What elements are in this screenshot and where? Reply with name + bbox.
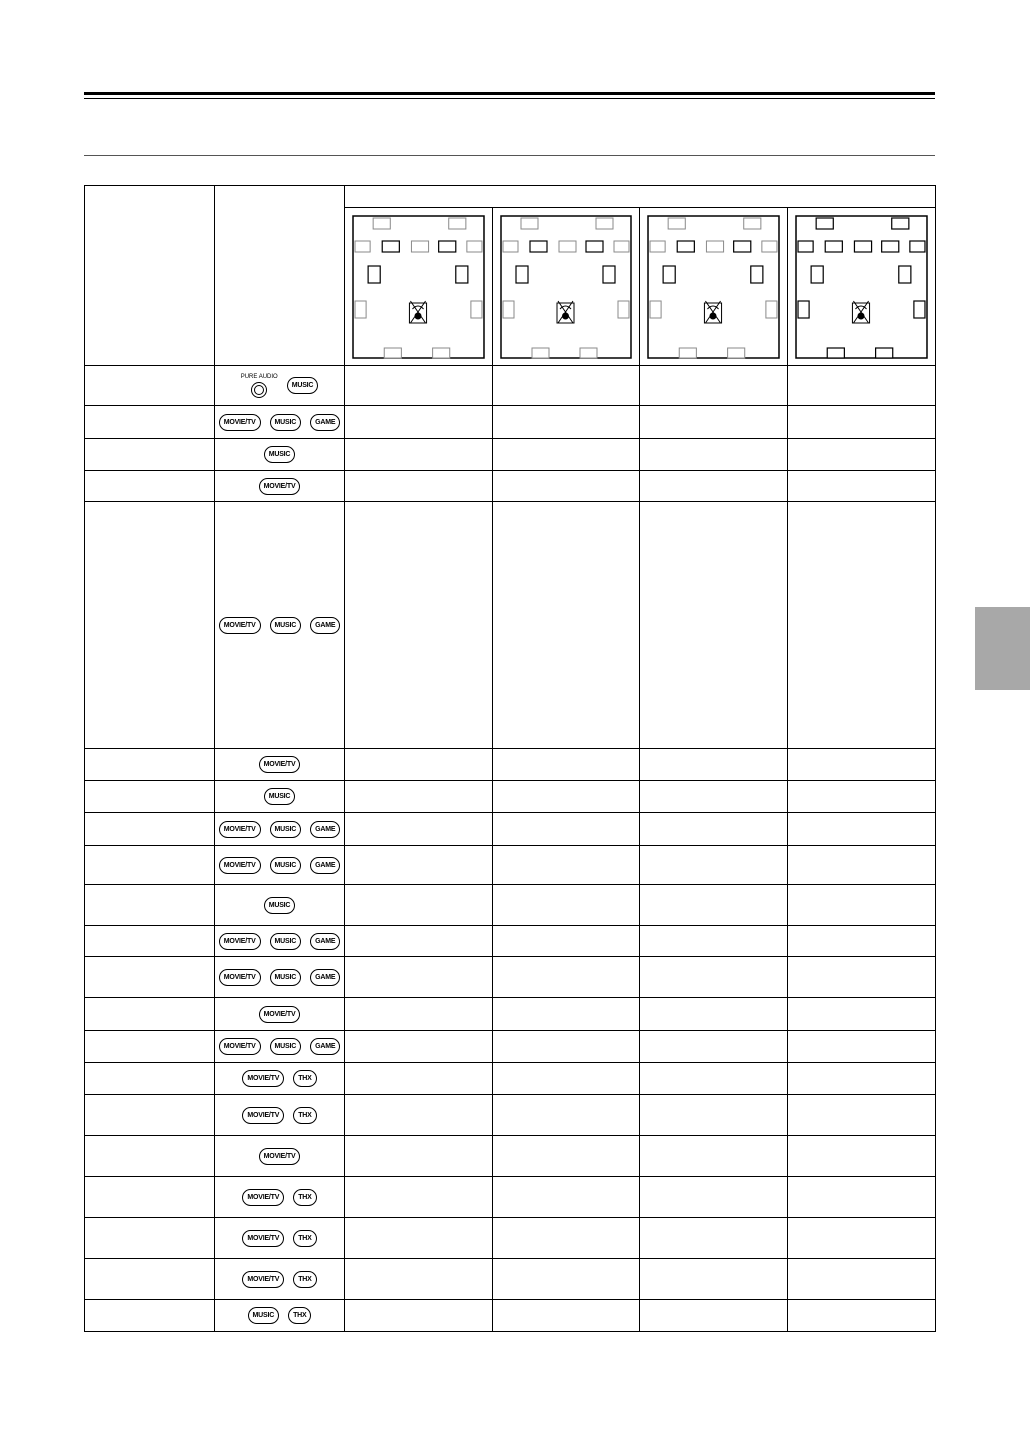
- mode-name-cell: [85, 813, 215, 846]
- speaker-config-cell: [493, 1136, 640, 1177]
- button-group: [215, 414, 344, 431]
- table-row: [85, 471, 936, 502]
- button-group: [215, 788, 344, 805]
- button-group: [215, 933, 344, 950]
- pure-audio-button[interactable]: [241, 374, 278, 398]
- thx-button[interactable]: THX: [293, 1271, 316, 1288]
- mode-name-cell: [85, 366, 215, 406]
- movie-tv-button[interactable]: MOVIE/TV: [242, 1070, 284, 1087]
- speaker-config-cell: [788, 1218, 936, 1259]
- speaker-config-cell: [788, 471, 936, 502]
- front-high-left-speaker: [373, 218, 390, 229]
- surround-right-speaker: [766, 301, 777, 318]
- speaker-layout-diagram: [795, 215, 928, 359]
- listening-mode-table: [84, 185, 936, 1332]
- button-group: [215, 1070, 344, 1087]
- surround-left-speaker: [355, 301, 366, 318]
- speaker-config-cell: [640, 406, 788, 439]
- button-group: [215, 1148, 344, 1165]
- button-group: [215, 374, 344, 398]
- button-group: [215, 756, 344, 773]
- speaker-config-cell: [493, 781, 640, 813]
- movie-tv-button[interactable]: MOVIE/TV: [242, 1189, 284, 1206]
- front-right-speaker: [734, 241, 751, 252]
- front-wide-right-speaker: [762, 241, 777, 252]
- table-row: [85, 439, 936, 471]
- music-button[interactable]: MUSIC: [270, 414, 302, 431]
- button-group: [215, 1107, 344, 1124]
- music-button[interactable]: MUSIC: [264, 788, 296, 805]
- header-cell-mode: [85, 186, 215, 366]
- button-group: [215, 478, 344, 495]
- table-row: [85, 781, 936, 813]
- speaker-config-cell: [640, 1300, 788, 1332]
- center-speaker: [559, 241, 576, 252]
- speaker-diagram-cell: [788, 208, 936, 366]
- mode-buttons-cell: [215, 749, 345, 781]
- speaker-config-cell: [640, 781, 788, 813]
- mode-buttons-cell: [215, 846, 345, 885]
- mode-name-cell: [85, 926, 215, 957]
- speaker-config-cell: [640, 439, 788, 471]
- button-group: [215, 821, 344, 838]
- front-right-speaker: [882, 241, 899, 252]
- mode-name-cell: [85, 406, 215, 439]
- mode-buttons-cell: [215, 366, 345, 406]
- front-wide-right-speaker: [910, 241, 925, 252]
- music-button[interactable]: MUSIC: [270, 857, 302, 874]
- table-row: [85, 406, 936, 439]
- music-button[interactable]: MUSIC: [264, 446, 296, 463]
- pure-audio-label: PURE AUDIO: [240, 373, 278, 380]
- movie-tv-button[interactable]: MOVIE/TV: [219, 933, 261, 950]
- button-group: [215, 1038, 344, 1055]
- game-button[interactable]: GAME: [310, 969, 340, 986]
- speaker-config-cell: [640, 926, 788, 957]
- movie-tv-button[interactable]: MOVIE/TV: [219, 969, 261, 986]
- header-cell-speaker-layout: [345, 186, 936, 208]
- table-row: [85, 1218, 936, 1259]
- surround-back-left-speaker: [532, 348, 549, 358]
- table-row: [85, 1300, 936, 1332]
- thx-button[interactable]: THX: [293, 1230, 316, 1247]
- front-wide-left-speaker: [650, 241, 665, 252]
- speaker-config-cell: [345, 998, 493, 1031]
- speaker-config-cell: [640, 957, 788, 998]
- surround-left-speaker: [650, 301, 661, 318]
- movie-tv-button[interactable]: MOVIE/TV: [219, 414, 261, 431]
- thx-button[interactable]: THX: [288, 1307, 311, 1324]
- table-row: [85, 366, 936, 406]
- front-left-speaker: [530, 241, 547, 252]
- speaker-config-cell: [640, 1136, 788, 1177]
- mode-buttons-cell: [215, 813, 345, 846]
- front-left-speaker: [825, 241, 842, 252]
- mode-buttons-cell: [215, 1031, 345, 1063]
- front-high-left-speaker: [521, 218, 538, 229]
- pure-audio-knob-icon: [251, 382, 267, 398]
- speaker-config-cell: [788, 885, 936, 926]
- speaker-config-cell: [345, 1031, 493, 1063]
- mode-buttons-cell: [215, 1218, 345, 1259]
- subwoofer-left-speaker: [811, 266, 823, 283]
- movie-tv-button[interactable]: MOVIE/TV: [219, 1038, 261, 1055]
- speaker-config-cell: [345, 1095, 493, 1136]
- speaker-config-cell: [493, 1300, 640, 1332]
- subwoofer-left-speaker: [663, 266, 675, 283]
- header-rule-thin: [84, 98, 935, 99]
- mode-buttons-cell: [215, 1177, 345, 1218]
- mode-name-cell: [85, 1136, 215, 1177]
- speaker-config-cell: [493, 502, 640, 749]
- mode-buttons-cell: [215, 471, 345, 502]
- surround-left-speaker: [503, 301, 514, 318]
- mode-name-cell: [85, 998, 215, 1031]
- speaker-config-cell: [788, 781, 936, 813]
- speaker-config-cell: [640, 749, 788, 781]
- surround-back-right-speaker: [433, 348, 450, 358]
- mode-name-cell: [85, 1063, 215, 1095]
- subwoofer-right-speaker: [603, 266, 615, 283]
- table-row: [85, 885, 936, 926]
- table-row: [85, 1095, 936, 1136]
- center-speaker: [854, 241, 871, 252]
- mode-name-cell: [85, 846, 215, 885]
- mode-name-cell: [85, 1259, 215, 1300]
- speaker-config-cell: [345, 1300, 493, 1332]
- speaker-diagram-cell: [640, 208, 788, 366]
- speaker-config-cell: [345, 885, 493, 926]
- table-row: [85, 957, 936, 998]
- speaker-config-cell: [493, 749, 640, 781]
- listener-icon: [557, 301, 574, 323]
- speaker-config-cell: [493, 957, 640, 998]
- front-right-speaker: [586, 241, 603, 252]
- speaker-config-cell: [640, 885, 788, 926]
- movie-tv-button[interactable]: MOVIE/TV: [259, 756, 301, 773]
- music-button[interactable]: MUSIC: [264, 897, 296, 914]
- room-outline: [501, 216, 631, 358]
- table-row: [85, 749, 936, 781]
- speaker-config-cell: [788, 813, 936, 846]
- button-group: [215, 1189, 344, 1206]
- room-outline: [796, 216, 927, 358]
- music-button[interactable]: MUSIC: [270, 821, 302, 838]
- speaker-config-cell: [493, 846, 640, 885]
- speaker-layout-diagram: [647, 215, 780, 359]
- game-button[interactable]: GAME: [310, 414, 340, 431]
- button-group: [215, 897, 344, 914]
- front-high-right-speaker: [892, 218, 909, 229]
- speaker-config-cell: [345, 406, 493, 439]
- subwoofer-left-speaker: [368, 266, 380, 283]
- room-outline: [353, 216, 484, 358]
- speaker-config-cell: [493, 471, 640, 502]
- mode-name-cell: [85, 749, 215, 781]
- button-group: [215, 1006, 344, 1023]
- speaker-config-cell: [640, 502, 788, 749]
- mode-buttons-cell: [215, 1063, 345, 1095]
- surround-right-speaker: [618, 301, 629, 318]
- speaker-config-cell: [493, 998, 640, 1031]
- movie-tv-button[interactable]: MOVIE/TV: [259, 478, 301, 495]
- speaker-config-cell: [345, 471, 493, 502]
- game-button[interactable]: GAME: [310, 821, 340, 838]
- mode-name-cell: [85, 439, 215, 471]
- speaker-config-cell: [345, 1218, 493, 1259]
- mode-buttons-cell: [215, 1259, 345, 1300]
- listener-icon: [704, 301, 721, 323]
- table-row: [85, 1063, 936, 1095]
- thx-button[interactable]: THX: [293, 1107, 316, 1124]
- speaker-config-cell: [345, 439, 493, 471]
- speaker-config-cell: [345, 1177, 493, 1218]
- speaker-config-cell: [788, 1136, 936, 1177]
- speaker-config-cell: [788, 957, 936, 998]
- speaker-config-cell: [788, 1063, 936, 1095]
- button-group: [215, 1271, 344, 1288]
- game-button[interactable]: GAME: [310, 933, 340, 950]
- mode-name-cell: [85, 502, 215, 749]
- speaker-config-cell: [640, 846, 788, 885]
- speaker-config-cell: [640, 1063, 788, 1095]
- speaker-config-cell: [493, 813, 640, 846]
- front-high-left-speaker: [668, 218, 685, 229]
- game-button[interactable]: GAME: [310, 1038, 340, 1055]
- speaker-config-cell: [345, 813, 493, 846]
- speaker-config-cell: [640, 366, 788, 406]
- front-left-speaker: [382, 241, 399, 252]
- mode-name-cell: [85, 1031, 215, 1063]
- speaker-config-cell: [640, 1177, 788, 1218]
- speaker-config-cell: [345, 502, 493, 749]
- speaker-config-cell: [788, 439, 936, 471]
- mode-buttons-cell: [215, 1300, 345, 1332]
- surround-left-speaker: [798, 301, 809, 318]
- subwoofer-right-speaker: [751, 266, 763, 283]
- surround-back-left-speaker: [679, 348, 696, 358]
- speaker-config-cell: [493, 1218, 640, 1259]
- speaker-config-cell: [493, 439, 640, 471]
- speaker-config-cell: [493, 1031, 640, 1063]
- front-left-speaker: [677, 241, 694, 252]
- button-group: [215, 1307, 344, 1324]
- game-button[interactable]: GAME: [310, 857, 340, 874]
- speaker-diagram-cell: [493, 208, 640, 366]
- table-row: [85, 846, 936, 885]
- speaker-config-cell: [788, 998, 936, 1031]
- music-button[interactable]: MUSIC: [287, 377, 319, 394]
- front-wide-right-speaker: [614, 241, 629, 252]
- mode-buttons-cell: [215, 502, 345, 749]
- music-button[interactable]: MUSIC: [270, 617, 302, 634]
- center-speaker: [411, 241, 428, 252]
- table-row: [85, 998, 936, 1031]
- movie-tv-button[interactable]: MOVIE/TV: [242, 1230, 284, 1247]
- movie-tv-button[interactable]: MOVIE/TV: [242, 1271, 284, 1288]
- speaker-config-cell: [345, 957, 493, 998]
- speaker-config-cell: [640, 813, 788, 846]
- mode-buttons-cell: [215, 1095, 345, 1136]
- speaker-config-cell: [493, 1259, 640, 1300]
- speaker-config-cell: [345, 1136, 493, 1177]
- front-wide-left-speaker: [798, 241, 813, 252]
- speaker-config-cell: [493, 1063, 640, 1095]
- front-high-right-speaker: [449, 218, 466, 229]
- speaker-config-cell: [640, 1095, 788, 1136]
- surround-right-speaker: [914, 301, 925, 318]
- speaker-config-cell: [788, 846, 936, 885]
- subwoofer-right-speaker: [456, 266, 468, 283]
- table-row: [85, 1136, 936, 1177]
- table-row: [85, 813, 936, 846]
- speaker-config-cell: [640, 1031, 788, 1063]
- speaker-config-cell: [788, 926, 936, 957]
- thx-button[interactable]: THX: [293, 1070, 316, 1087]
- front-wide-left-speaker: [503, 241, 518, 252]
- speaker-config-cell: [493, 926, 640, 957]
- music-button[interactable]: MUSIC: [248, 1307, 280, 1324]
- mode-buttons-cell: [215, 998, 345, 1031]
- header-cell-buttons: [215, 186, 345, 366]
- button-group: [215, 617, 344, 634]
- mode-buttons-cell: [215, 957, 345, 998]
- header-rule-thick: [84, 92, 935, 95]
- movie-tv-button[interactable]: MOVIE/TV: [219, 617, 261, 634]
- speaker-config-cell: [493, 885, 640, 926]
- speaker-config-cell: [345, 749, 493, 781]
- speaker-config-cell: [640, 1218, 788, 1259]
- surround-right-speaker: [471, 301, 482, 318]
- button-group: [215, 1230, 344, 1247]
- speaker-config-cell: [640, 998, 788, 1031]
- speaker-config-cell: [788, 366, 936, 406]
- mode-name-cell: [85, 957, 215, 998]
- speaker-config-cell: [788, 1259, 936, 1300]
- speaker-layout-diagram: [352, 215, 485, 359]
- mode-name-cell: [85, 885, 215, 926]
- mode-buttons-cell: [215, 439, 345, 471]
- mode-buttons-cell: [215, 781, 345, 813]
- mode-name-cell: [85, 781, 215, 813]
- speaker-config-cell: [640, 471, 788, 502]
- speaker-config-cell: [493, 366, 640, 406]
- speaker-diagram-cell: [345, 208, 493, 366]
- button-group: [215, 969, 344, 986]
- front-wide-left-speaker: [355, 241, 370, 252]
- music-button[interactable]: MUSIC: [270, 933, 302, 950]
- speaker-config-cell: [788, 1177, 936, 1218]
- speaker-config-cell: [345, 366, 493, 406]
- front-right-speaker: [439, 241, 456, 252]
- movie-tv-button[interactable]: MOVIE/TV: [219, 857, 261, 874]
- movie-tv-button[interactable]: MOVIE/TV: [242, 1107, 284, 1124]
- surround-back-left-speaker: [827, 348, 844, 358]
- speaker-config-cell: [493, 1095, 640, 1136]
- surround-back-left-speaker: [384, 348, 401, 358]
- speaker-config-cell: [788, 406, 936, 439]
- movie-tv-button[interactable]: MOVIE/TV: [219, 821, 261, 838]
- speaker-config-cell: [493, 406, 640, 439]
- mode-buttons-cell: [215, 885, 345, 926]
- table-row: [85, 926, 936, 957]
- front-high-right-speaker: [596, 218, 613, 229]
- speaker-config-cell: [788, 1095, 936, 1136]
- table-row: [85, 1177, 936, 1218]
- mode-name-cell: [85, 1177, 215, 1218]
- surround-back-right-speaker: [876, 348, 893, 358]
- mode-name-cell: [85, 1095, 215, 1136]
- speaker-layout-diagram: [500, 215, 632, 359]
- section-rule: [84, 155, 935, 156]
- center-speaker: [706, 241, 723, 252]
- speaker-config-cell: [788, 1300, 936, 1332]
- speaker-config-cell: [345, 781, 493, 813]
- mode-buttons-cell: [215, 926, 345, 957]
- room-outline: [648, 216, 779, 358]
- speaker-config-cell: [640, 1259, 788, 1300]
- speaker-config-cell: [788, 1031, 936, 1063]
- table-row: [85, 1259, 936, 1300]
- mode-buttons-cell: [215, 406, 345, 439]
- front-wide-right-speaker: [467, 241, 482, 252]
- listener-icon: [852, 301, 869, 323]
- music-button[interactable]: MUSIC: [270, 969, 302, 986]
- speaker-config-cell: [493, 1177, 640, 1218]
- listener-icon: [409, 301, 426, 323]
- button-group: [215, 857, 344, 874]
- speaker-config-cell: [345, 926, 493, 957]
- movie-tv-button[interactable]: MOVIE/TV: [259, 1148, 301, 1165]
- subwoofer-left-speaker: [516, 266, 528, 283]
- surround-back-right-speaker: [728, 348, 745, 358]
- mode-name-cell: [85, 1218, 215, 1259]
- game-button[interactable]: GAME: [310, 617, 340, 634]
- mode-name-cell: [85, 1300, 215, 1332]
- speaker-config-cell: [345, 1259, 493, 1300]
- button-group: [215, 446, 344, 463]
- surround-back-right-speaker: [580, 348, 597, 358]
- thx-button[interactable]: THX: [293, 1189, 316, 1206]
- side-thumb-tab: [975, 607, 1030, 690]
- mode-buttons-cell: [215, 1136, 345, 1177]
- front-high-left-speaker: [816, 218, 833, 229]
- table-row: [85, 1031, 936, 1063]
- movie-tv-button[interactable]: MOVIE/TV: [259, 1006, 301, 1023]
- header-row-top: [85, 186, 936, 208]
- speaker-config-cell: [788, 749, 936, 781]
- subwoofer-right-speaker: [899, 266, 911, 283]
- music-button[interactable]: MUSIC: [270, 1038, 302, 1055]
- table-row: [85, 502, 936, 749]
- front-high-right-speaker: [744, 218, 761, 229]
- speaker-config-cell: [345, 1063, 493, 1095]
- mode-name-cell: [85, 471, 215, 502]
- speaker-config-cell: [345, 846, 493, 885]
- speaker-config-cell: [788, 502, 936, 749]
